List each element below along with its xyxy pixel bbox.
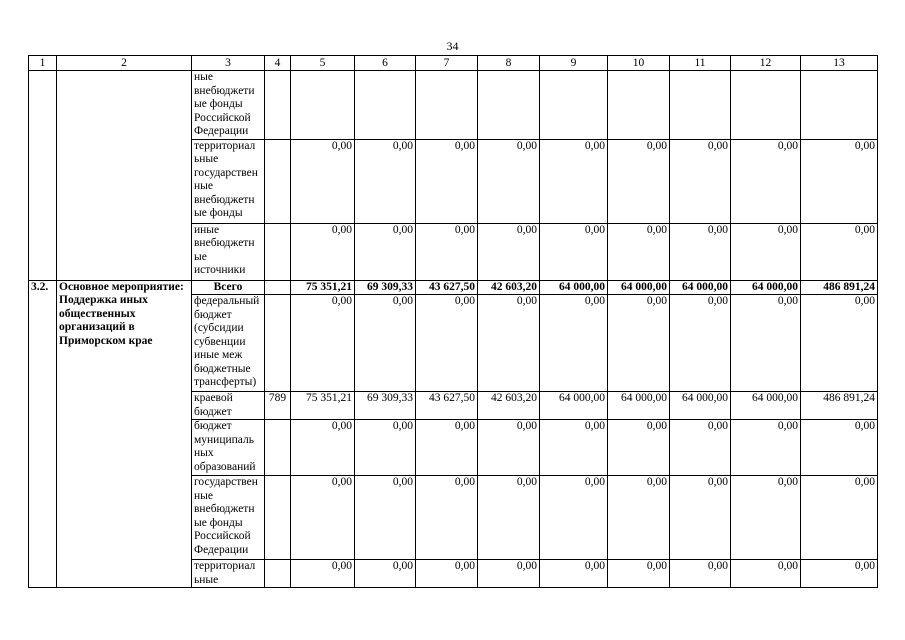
value-cell: 0,00	[478, 223, 540, 280]
value-cell: 0,00	[291, 476, 355, 560]
measure-name-cell: Основное мероприятие: Поддержка иных общественных организаций в Приморском крае	[57, 280, 192, 588]
budget-code	[265, 476, 291, 560]
column-header: 7	[416, 56, 478, 71]
value-cell: 0,00	[291, 560, 355, 588]
value-cell	[416, 71, 478, 140]
value-cell: 0,00	[291, 420, 355, 476]
value-cell: 64 000,00	[670, 280, 731, 295]
column-header: 8	[478, 56, 540, 71]
value-cell: 0,00	[608, 295, 670, 392]
value-cell: 0,00	[801, 476, 878, 560]
value-cell	[608, 71, 670, 140]
value-cell: 0,00	[670, 139, 731, 223]
value-cell: 0,00	[291, 223, 355, 280]
funding-source-total: Всего	[192, 280, 265, 295]
budget-table	[28, 55, 878, 588]
value-cell: 0,00	[540, 420, 608, 476]
value-cell: 64 000,00	[608, 280, 670, 295]
budget-code	[265, 71, 291, 140]
value-cell: 0,00	[670, 420, 731, 476]
value-cell: 43 627,50	[416, 280, 478, 295]
value-cell: 0,00	[801, 295, 878, 392]
value-cell: 486 891,24	[801, 392, 878, 420]
value-cell: 0,00	[355, 139, 416, 223]
value-cell: 0,00	[416, 223, 478, 280]
value-cell: 64 000,00	[731, 392, 801, 420]
value-cell: 0,00	[478, 420, 540, 476]
column-header: 1	[29, 56, 57, 71]
row-number-cell	[29, 71, 57, 281]
value-cell	[731, 71, 801, 140]
column-header: 9	[540, 56, 608, 71]
value-cell: 0,00	[731, 295, 801, 392]
value-cell: 0,00	[355, 223, 416, 280]
value-cell: 0,00	[731, 223, 801, 280]
value-cell: 64 000,00	[731, 280, 801, 295]
value-cell: 0,00	[540, 476, 608, 560]
value-cell: 42 603,20	[478, 392, 540, 420]
budget-code	[265, 295, 291, 392]
value-cell: 0,00	[670, 560, 731, 588]
value-cell: 0,00	[801, 139, 878, 223]
value-cell: 0,00	[608, 476, 670, 560]
funding-source: территориал ьные государствен ные внебюджетн ые фонды	[192, 139, 265, 223]
budget-code	[265, 139, 291, 223]
value-cell: 0,00	[291, 139, 355, 223]
value-cell: 64 000,00	[540, 392, 608, 420]
value-cell: 0,00	[355, 476, 416, 560]
value-cell: 64 000,00	[608, 392, 670, 420]
value-cell: 0,00	[670, 476, 731, 560]
value-cell: 0,00	[608, 223, 670, 280]
value-cell: 0,00	[416, 560, 478, 588]
funding-source: территориал ьные	[192, 560, 265, 588]
budget-code	[265, 560, 291, 588]
budget-code	[265, 280, 291, 295]
value-cell: 0,00	[478, 295, 540, 392]
value-cell: 0,00	[478, 560, 540, 588]
value-cell: 42 603,20	[478, 280, 540, 295]
value-cell: 0,00	[355, 420, 416, 476]
value-cell: 69 309,33	[355, 392, 416, 420]
value-cell: 0,00	[731, 476, 801, 560]
value-cell: 0,00	[291, 295, 355, 392]
value-cell	[801, 71, 878, 140]
value-cell: 0,00	[355, 560, 416, 588]
budget-code	[265, 420, 291, 476]
value-cell	[291, 71, 355, 140]
column-header: 2	[57, 56, 192, 71]
value-cell: 0,00	[608, 139, 670, 223]
column-header: 3	[192, 56, 265, 71]
value-cell	[670, 71, 731, 140]
funding-source: ные внебюджети ые фонды Российской Федерации	[192, 71, 265, 140]
column-header: 5	[291, 56, 355, 71]
funding-source: бюджет муниципаль ных образований	[192, 420, 265, 476]
value-cell: 75 351,21	[291, 280, 355, 295]
value-cell: 486 891,24	[801, 280, 878, 295]
value-cell: 0,00	[416, 420, 478, 476]
value-cell: 64 000,00	[540, 280, 608, 295]
value-cell: 0,00	[478, 476, 540, 560]
value-cell: 0,00	[670, 223, 731, 280]
value-cell: 0,00	[540, 295, 608, 392]
column-header: 10	[608, 56, 670, 71]
value-cell: 43 627,50	[416, 392, 478, 420]
row-number-cell: 3.2.	[29, 280, 57, 588]
value-cell: 0,00	[540, 560, 608, 588]
value-cell: 0,00	[355, 295, 416, 392]
column-header: 11	[670, 56, 731, 71]
budget-code	[265, 223, 291, 280]
value-cell: 0,00	[731, 420, 801, 476]
funding-source: федеральный бюджет (субсидии субвенции иные меж бюджетные трансферты)	[192, 295, 265, 392]
value-cell: 0,00	[416, 476, 478, 560]
page-number: 34	[446, 39, 459, 53]
value-cell: 0,00	[540, 139, 608, 223]
value-cell: 75 351,21	[291, 392, 355, 420]
column-header-row	[29, 56, 878, 71]
value-cell: 0,00	[731, 560, 801, 588]
funding-source: иные внебюджетн ые источники	[192, 223, 265, 280]
column-header: 6	[355, 56, 416, 71]
value-cell: 64 000,00	[670, 392, 731, 420]
value-cell: 0,00	[801, 560, 878, 588]
table-row	[29, 280, 878, 295]
funding-source: краевой бюджет	[192, 392, 265, 420]
measure-name-cell	[57, 71, 192, 281]
value-cell: 0,00	[801, 420, 878, 476]
column-header: 12	[731, 56, 801, 71]
value-cell: 0,00	[540, 223, 608, 280]
budget-code: 789	[265, 392, 291, 420]
table-row	[29, 71, 878, 140]
value-cell: 0,00	[416, 295, 478, 392]
value-cell: 0,00	[608, 560, 670, 588]
value-cell: 0,00	[801, 223, 878, 280]
value-cell: 0,00	[416, 139, 478, 223]
value-cell	[478, 71, 540, 140]
value-cell	[540, 71, 608, 140]
value-cell: 0,00	[731, 139, 801, 223]
funding-source: государствен ные внебюджетн ые фонды Российской Федерации	[192, 476, 265, 560]
column-header: 13	[801, 56, 878, 71]
value-cell: 0,00	[670, 295, 731, 392]
value-cell: 0,00	[478, 139, 540, 223]
column-header: 4	[265, 56, 291, 71]
value-cell	[355, 71, 416, 140]
value-cell: 69 309,33	[355, 280, 416, 295]
value-cell: 0,00	[608, 420, 670, 476]
